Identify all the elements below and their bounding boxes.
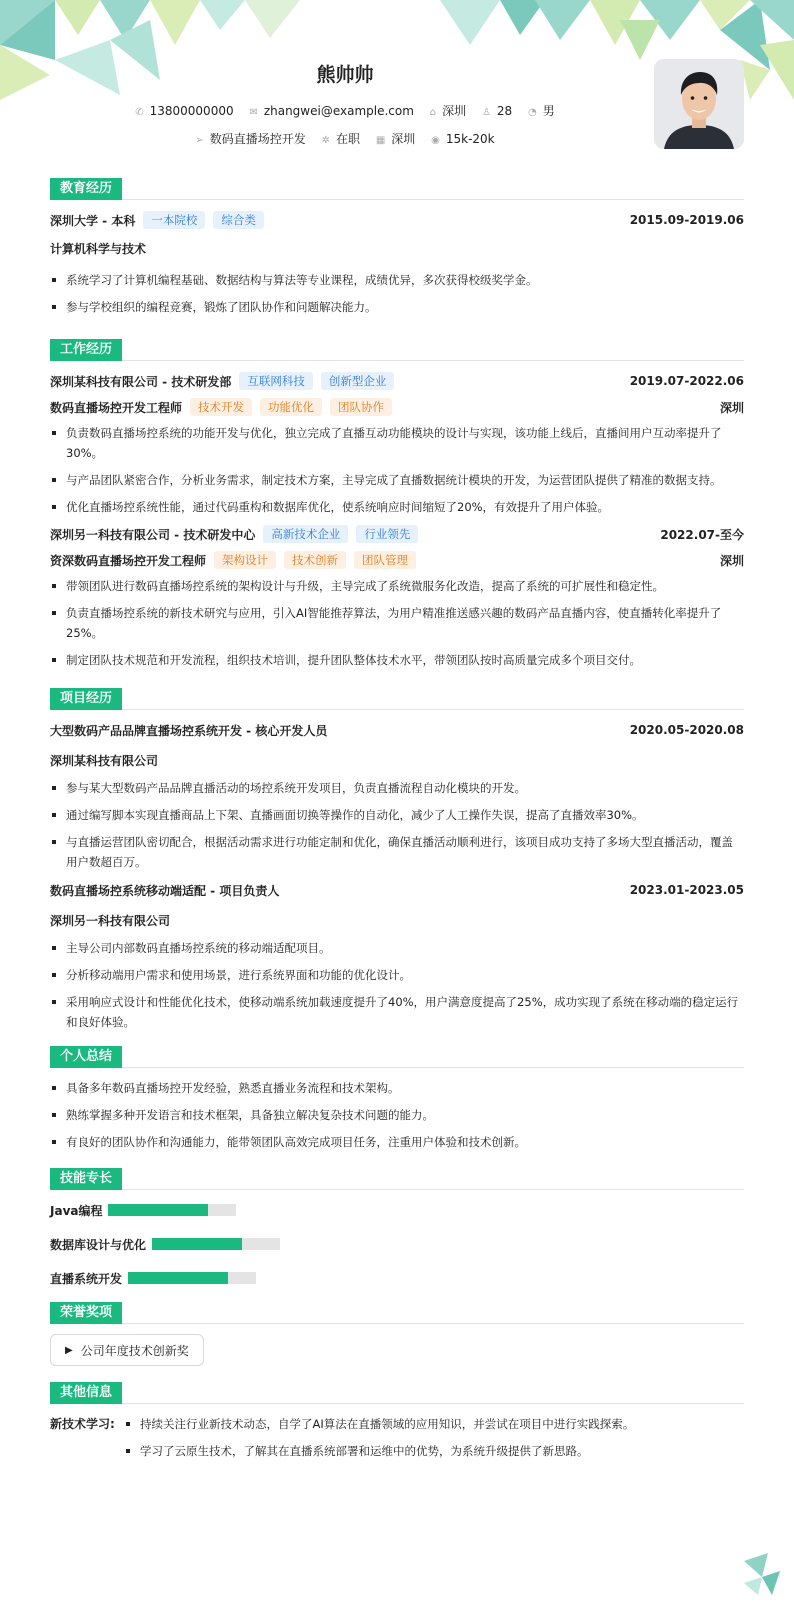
company-tag: 行业领先 <box>356 525 418 543</box>
salary-icon: ◉ <box>431 135 440 146</box>
list-item: 学习了云原生技术，了解其在直播系统部署和运维中的优势，为系统升级提供了新思路。 <box>124 1441 744 1461</box>
other-label: 新技术学习: <box>50 1417 115 1431</box>
city-info: ⌂ 深圳 <box>429 104 467 118</box>
list-item: 优化直播场控系统性能，通过代码重构和数据库优化，使系统响应时间缩短了20%，有效提升了用户体验。 <box>50 497 744 517</box>
job-entry <box>50 524 744 670</box>
age-info: ♙ 28 <box>481 104 513 118</box>
home-icon: ⌂ <box>429 107 437 118</box>
skill-item <box>50 1234 404 1254</box>
education-date: 2015.09-2019.06 <box>629 213 744 227</box>
job-position-row <box>50 397 744 417</box>
summary-bullets <box>50 1078 744 1152</box>
age-icon: ♙ <box>481 107 491 118</box>
project-entry <box>50 880 744 1032</box>
project-title-row <box>50 880 744 900</box>
list-item: 制定团队技术规范和开发流程，组织技术培训，提升团队整体技术水平，带领团队按时高质量完成多个项目交付。 <box>50 650 744 670</box>
gender-info: ◔ 男 <box>528 104 555 118</box>
list-item: 熟练掌握多种开发语言和技术框架，具备独立解决复杂技术问题的能力。 <box>50 1105 744 1125</box>
school-name: 深圳大学 - 本科 <box>50 213 136 228</box>
awards-section <box>50 1302 744 1366</box>
position-tag: 技术创新 <box>284 551 346 569</box>
other-info-row <box>50 1414 744 1468</box>
job-date: 2019.07-2022.06 <box>629 374 744 388</box>
list-item: 与产品团队紧密合作，分析业务需求，制定技术方案，主导完成了直播数据统计模块的开发，为运营团队提供了精准的数据支持。 <box>50 470 744 490</box>
section-title: 项目经历 <box>50 688 122 710</box>
skills-list <box>50 1200 744 1302</box>
status-icon: ✲ <box>321 135 330 146</box>
decorative-corner-triangles <box>744 1553 780 1595</box>
email-info: ✉ zhangwei@example.com <box>249 104 414 118</box>
job-date: 2022.07-至今 <box>660 527 744 542</box>
skill-name: Java编程 <box>50 1203 103 1218</box>
project-company: 深圳某科技有限公司 <box>50 753 159 768</box>
project-name: 数码直播场控系统移动端适配 - 项目负责人 <box>50 883 280 898</box>
avatar <box>654 59 744 149</box>
company-tag: 互联网科技 <box>239 372 313 390</box>
candidate-name: 熊帅帅 <box>316 64 374 86</box>
section-title: 个人总结 <box>50 1046 122 1068</box>
skill-bar <box>128 1272 256 1284</box>
section-title: 其他信息 <box>50 1382 122 1404</box>
company-tag: 创新型企业 <box>321 372 395 390</box>
company-name: 深圳某科技有限公司 - 技术研发部 <box>50 374 232 389</box>
project-bullets <box>50 778 744 872</box>
skills-section <box>50 1168 744 1302</box>
job-position-row <box>50 550 744 570</box>
skill-name: 数据库设计与优化 <box>50 1237 147 1252</box>
project-bullets <box>50 938 744 1032</box>
education-row <box>50 210 744 230</box>
salary-info: ◉ 15k-20k <box>431 132 495 146</box>
skill-name: 直播系统开发 <box>50 1271 123 1286</box>
gender-icon: ◔ <box>528 107 537 118</box>
project-date: 2023.01-2023.05 <box>629 883 744 897</box>
list-item: 带领团队进行数码直播场控系统的架构设计与升级，主导完成了系统微服务化改造，提高了系统的可扩展性和稳定性。 <box>50 576 744 596</box>
section-title: 技能专长 <box>50 1168 122 1190</box>
job-bullets <box>50 423 744 517</box>
summary-section <box>50 1046 744 1152</box>
section-title: 教育经历 <box>50 178 122 200</box>
other-bullets <box>120 1414 744 1468</box>
other-section <box>50 1382 744 1468</box>
job-entry <box>50 371 744 517</box>
section-title: 荣誉奖项 <box>50 1302 122 1324</box>
major-row <box>50 238 744 258</box>
list-item: 通过编写脚本实现直播商品上下架、直播画面切换等操作的自动化，减少了人工操作失误，提高了直播效率30%。 <box>50 805 744 825</box>
section-title: 工作经历 <box>50 339 122 361</box>
position-tag: 技术开发 <box>190 398 252 416</box>
school-tag: 一本院校 <box>143 211 205 229</box>
job-company-row <box>50 371 744 391</box>
company-tag: 高新技术企业 <box>263 525 348 543</box>
skill-bar <box>108 1204 236 1216</box>
skill-item <box>50 1268 404 1288</box>
list-item: 负责数码直播场控系统的功能开发与优化，独立完成了直播互动功能模块的设计与实现，该功能上线后，直播间用户互动率提升了30%。 <box>50 423 744 463</box>
project-date: 2020.05-2020.08 <box>629 723 744 737</box>
work-section <box>50 339 744 670</box>
position-tag: 功能优化 <box>260 398 322 416</box>
education-section <box>50 178 744 317</box>
list-item: 持续关注行业新技术动态，自学了AI算法在直播领域的应用知识，并尝试在项目中进行实践探索。 <box>124 1414 744 1434</box>
list-item: 主导公司内部数码直播场控系统的移动端适配项目。 <box>50 938 744 958</box>
award-name: 公司年度技术创新奖 <box>80 1343 189 1358</box>
job-company-row <box>50 524 744 544</box>
skill-fill <box>152 1238 242 1250</box>
position-tag: 团队协作 <box>330 398 392 416</box>
major-name: 计算机科学与技术 <box>50 241 147 256</box>
skill-fill <box>128 1272 228 1284</box>
list-item: 负责直播场控系统的新技术研究与应用，引入AI智能推荐算法，为用户精准推送感兴趣的数码产品直播内容，使直播转化率提升了25%。 <box>50 603 744 643</box>
resume-header <box>0 0 794 170</box>
education-bullets <box>50 270 744 317</box>
skill-item <box>50 1200 404 1220</box>
skill-bar <box>152 1238 280 1250</box>
award-item[interactable] <box>50 1334 204 1366</box>
target-job-info: ➢ 数码直播场控开发 <box>195 132 306 146</box>
list-item: 分析移动端用户需求和使用场景，进行系统界面和功能的优化设计。 <box>50 965 744 985</box>
resume-body <box>50 178 744 1468</box>
building-icon: ▦ <box>375 135 386 146</box>
send-icon: ➢ <box>195 135 204 146</box>
contact-row <box>0 102 690 119</box>
work-city-info: ▦ 深圳 <box>375 132 416 146</box>
list-item: 系统学习了计算机编程基础、数据结构与算法等专业课程，成绩优异，多次获得校级奖学金。 <box>50 270 744 290</box>
job-city: 深圳 <box>719 400 744 415</box>
job-status-info: ✲ 在职 <box>321 132 360 146</box>
position-tag: 团队管理 <box>354 551 416 569</box>
project-title-row <box>50 720 744 740</box>
play-icon: ▶ <box>65 1344 73 1356</box>
company-name: 深圳另一科技有限公司 - 技术研发中心 <box>50 527 256 542</box>
list-item: 参与某大型数码产品品牌直播活动的场控系统开发项目，负责直播流程自动化模块的开发。 <box>50 778 744 798</box>
job-city: 深圳 <box>719 553 744 568</box>
project-company-row <box>50 750 744 770</box>
position-tag: 架构设计 <box>214 551 276 569</box>
position-name: 资深数码直播场控开发工程师 <box>50 553 207 568</box>
project-company: 深圳另一科技有限公司 <box>50 913 171 928</box>
list-item: 参与学校组织的编程竞赛，锻炼了团队协作和问题解决能力。 <box>50 297 744 317</box>
projects-section <box>50 688 744 1032</box>
phone-icon: ✆ <box>135 107 144 118</box>
list-item: 有良好的团队协作和沟通能力，能带领团队高效完成项目任务，注重用户体验和技术创新。 <box>50 1132 744 1152</box>
project-name: 大型数码产品品牌直播场控系统开发 - 核心开发人员 <box>50 723 328 738</box>
list-item: 采用响应式设计和性能优化技术，使移动端系统加载速度提升了40%，用户满意度提高了25%，成功实现了系统在移动端的稳定运行和良好体验。 <box>50 992 744 1032</box>
job-intent-row <box>0 130 690 147</box>
project-entry <box>50 720 744 872</box>
job-bullets <box>50 576 744 670</box>
mail-icon: ✉ <box>249 107 258 118</box>
school-tag: 综合类 <box>213 211 264 229</box>
skill-fill <box>108 1204 208 1216</box>
list-item: 具备多年数码直播场控开发经验，熟悉直播业务流程和技术架构。 <box>50 1078 744 1098</box>
project-company-row <box>50 910 744 930</box>
portrait-photo <box>654 59 744 149</box>
position-name: 数码直播场控开发工程师 <box>50 400 183 415</box>
phone-info: ✆ 13800000000 <box>135 104 234 118</box>
list-item: 与直播运营团队密切配合，根据活动需求进行功能定制和优化，确保直播活动顺利进行，该项目成功支持了多场大型直播活动，覆盖用户数超百万。 <box>50 832 744 872</box>
